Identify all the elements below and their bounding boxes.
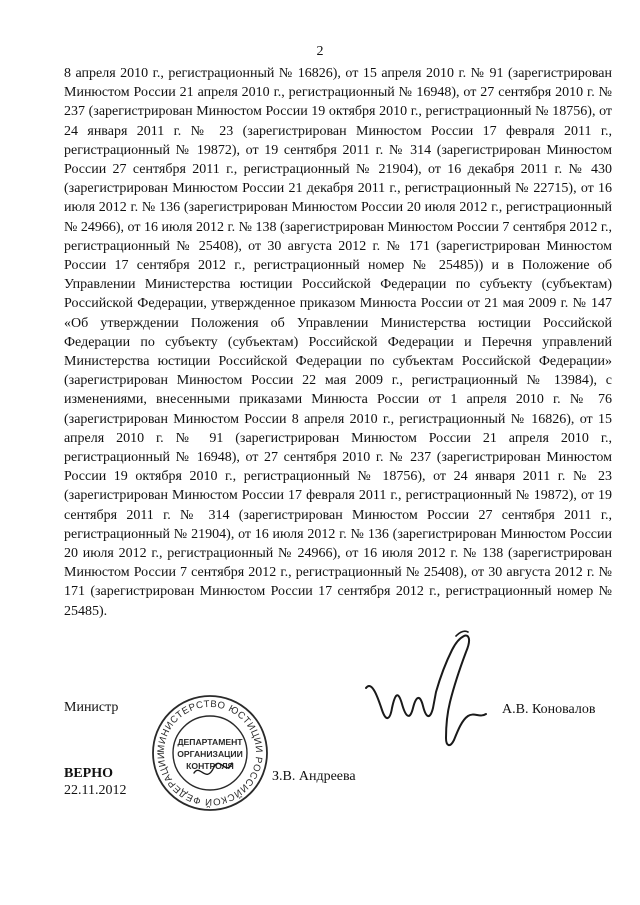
document-body-text: 8 апреля 2010 г., регистрационный № 16826), от 15 апреля 2010 г. № 91 (зарегистрирован Минюстом России 21 апреля 2010 г., регистрационный № 16948), от 27 сентября 2010 г. № 237 (зарегистрирован Минюстом России 19 октября 2010 г., регистрационный № 18756), от 24 января 2011 г. № 23 (зарегистрирован Минюстом России 17 февраля 2011 г., регистрационный № 19872), от 19 сентября 2011 г. № 314 (зарегистрирован Минюстом России 27 сентября 2011 г., регистрационный № 21904), от 16 декабря 2011 г. № 430 (зарегистрирован Минюстом России 21 декабря 2011 г., регистрационный № 22715), от 16 июля 2012 г. № 136 (зарегистрирован Минюстом России 20 июля 2012 г., регистрационный № 24966), от 16 июля 2012 г. № 138 (зарегистрирован Минюстом России 7 сентября 2012 г., регистрационный № 25408), от 30 августа 2012 г. № 171 (зарегистрирован Минюстом России 17 сентября 2012 г., регистрационный номер № 25485)) и в Положение об Управлении Министерства юстиции Российской Федерации по субъекту (субъектам) Российской Федерации, утвержденное приказом Минюста России от 21 мая 2009 г. № 147 «Об утверждении Положения об Управлении Министерства юстиции Российской Федерации по субъекту (субъектам) Российской Федерации и Перечня управлений Министерства юстиции Российской Федерации по субъектам Российской Федерации» (зарегистрирован Минюстом России 22 мая 2009 г., регистрационный № 13984), с изменениями, внесенными приказами Минюста России от 1 апреля 2010 г. № 76 (зарегистрирован Минюстом России 8 апреля 2010 г., регистрационный № 16826), от 15 апреля 2010 г. № 91 (зарегистрирован Минюстом России 21 апреля 2010 г., регистрационный № 16948), от 27 сентября 2010 г. № 237 (зарегистрирован Минюстом России 19 октября 2010 г., регистрационный № 18756), от 24 января 2011 г. № 23 (зарегистрирован Минюстом России 17 февраля 2011 г., регистрационный № 19872), от 19 сентября 2011 г. № 314 (зарегистрирован Минюстом России 27 сентября 2011 г., регистрационный № 21904), от 16 июля 2012 г. № 136 (зарегистрирован Минюстом России 20 июля 2012 г., регистрационный № 24966), от 16 июля 2012 г. № 138 (зарегистрирован Минюстом России 7 сентября 2012 г., регистрационный № 25408), от 30 августа 2012 г. № 171 (зарегистрирован Минюстом России 17 сентября 2012 г., регистрационный номер № 25485). (64, 66, 613, 619)
svg-text:КОНТРОЛЯ: КОНТРОЛЯ (186, 761, 234, 771)
handwritten-signature (360, 628, 500, 753)
verified-date: 22.11.2012 (64, 783, 127, 798)
official-seal (150, 693, 270, 813)
signer-name: А.В. Коновалов (502, 702, 596, 717)
page-number: 2 (316, 44, 324, 59)
signer-title: Министр (64, 700, 119, 715)
verified-stamp-label: ВЕРНО (64, 766, 114, 781)
svg-text:ДЕПАРТАМЕНТ: ДЕПАРТАМЕНТ (177, 737, 243, 747)
verifier-name: З.В. Андреева (272, 769, 356, 784)
svg-text:ОРГАНИЗАЦИИ: ОРГАНИЗАЦИИ (177, 749, 243, 759)
svg-text:МИНИСТЕРСТВО ЮСТИЦИИ РОССИЙСКО: МИНИСТЕРСТВО ЮСТИЦИИ РОССИЙСКОЙ ФЕДЕРАЦИИ (155, 698, 265, 808)
